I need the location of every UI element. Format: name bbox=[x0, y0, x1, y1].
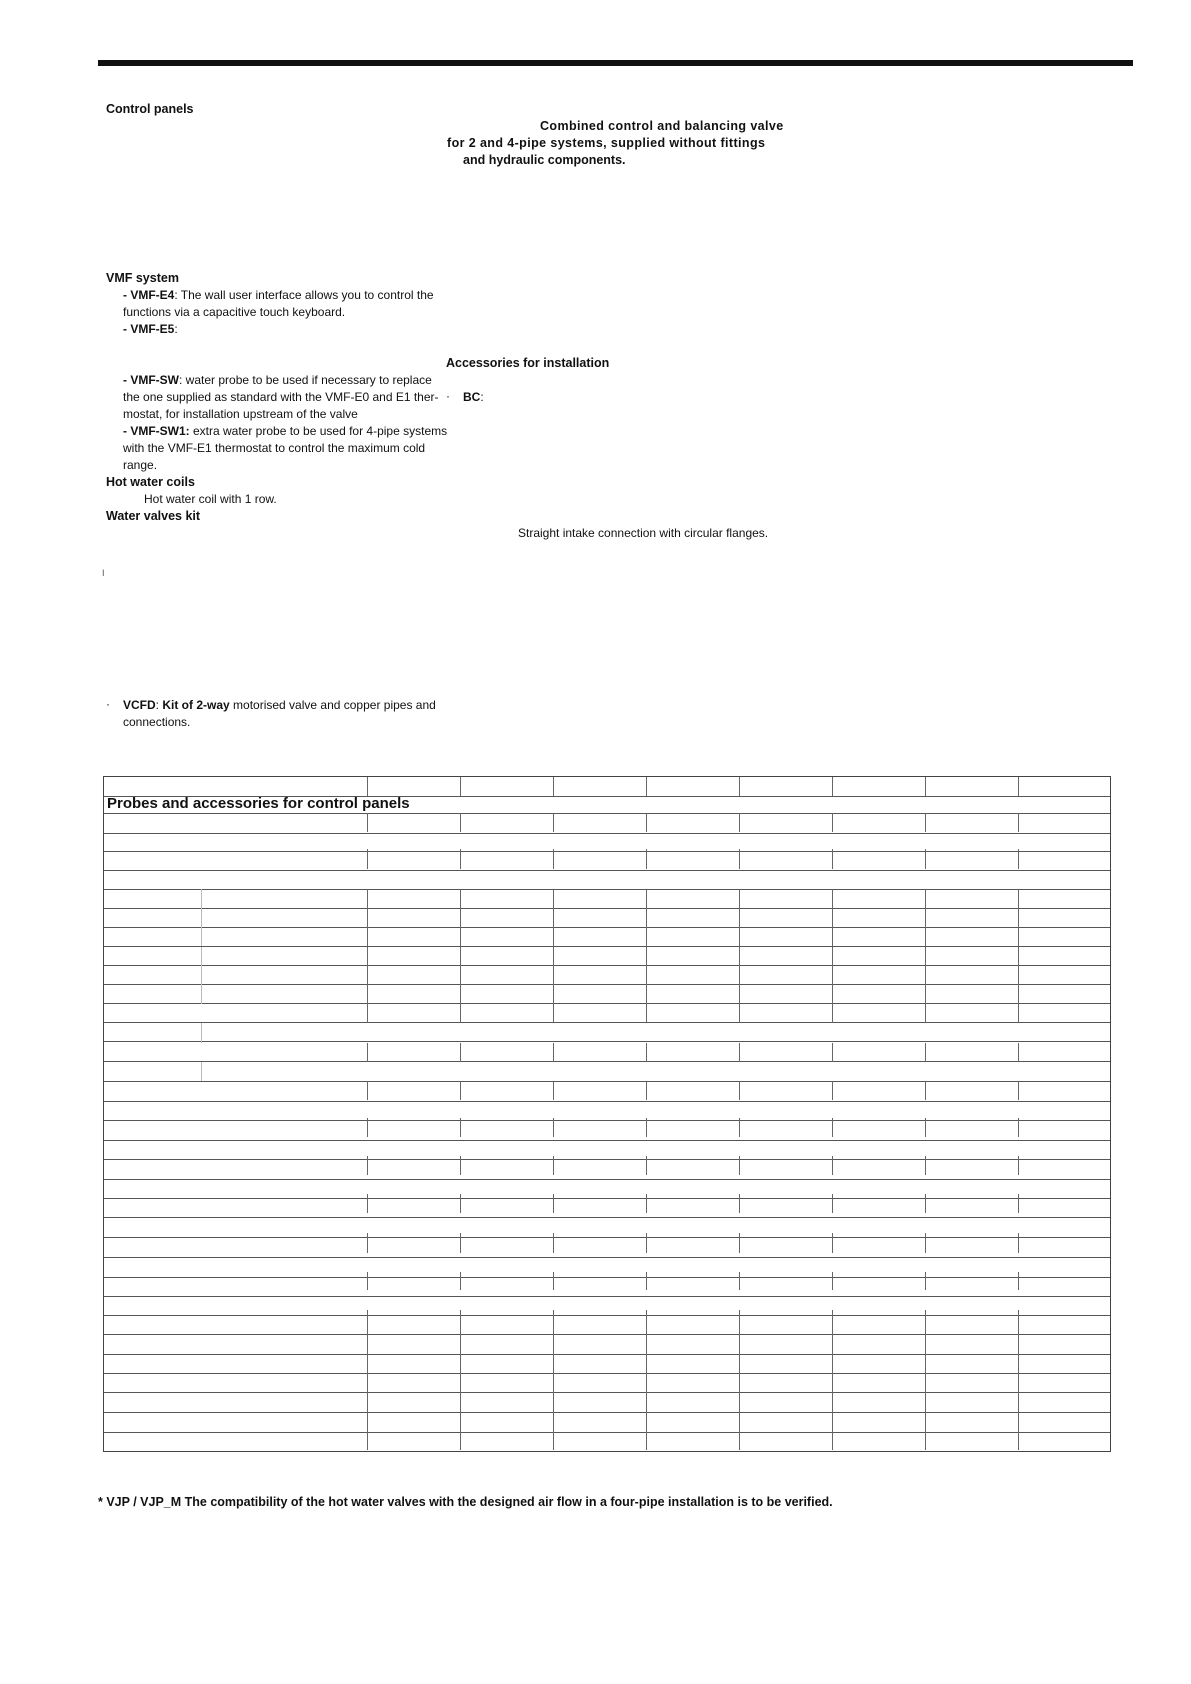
table-column-line bbox=[1018, 1043, 1019, 1062]
vmf-sw-line-2: the one supplied as standard with the VMF-E0 and E1 ther- bbox=[123, 390, 439, 404]
table-column-line bbox=[646, 947, 647, 1004]
heading-vmf-system: VMF system bbox=[106, 271, 179, 285]
table-column-line bbox=[553, 1043, 554, 1062]
table-column-line bbox=[832, 1310, 833, 1450]
table-row-line bbox=[104, 1120, 1110, 1121]
table-column-line bbox=[367, 1004, 368, 1023]
table-column-line bbox=[1018, 1156, 1019, 1175]
table-column-line bbox=[646, 1043, 647, 1062]
table-row-line bbox=[104, 833, 1110, 834]
table-row-line bbox=[104, 1217, 1110, 1218]
table-column-line bbox=[1018, 1081, 1019, 1100]
table-column-line bbox=[739, 947, 740, 1004]
table-column-line bbox=[925, 947, 926, 1004]
vcfd-line-1 bbox=[123, 697, 436, 714]
table-column-line bbox=[1018, 1272, 1019, 1290]
table-subcolumn-line bbox=[201, 1062, 202, 1081]
table-column-line bbox=[832, 1004, 833, 1023]
vmf-sw1-line-1 bbox=[123, 423, 447, 440]
vmf-sw1-line-3: range. bbox=[123, 458, 158, 472]
table-column-line bbox=[553, 1118, 554, 1137]
table-row-line bbox=[104, 1022, 1110, 1023]
vmf-e5-line bbox=[123, 321, 178, 338]
vmf-e4-text-1: : The wall user interface allows you to control the bbox=[174, 288, 434, 302]
table-column-line bbox=[1018, 947, 1019, 1004]
table-column-line bbox=[925, 1233, 926, 1253]
table-column-line bbox=[739, 1272, 740, 1290]
table-column-line bbox=[925, 777, 926, 796]
valve-line-1: Combined control and balancing valve bbox=[540, 119, 784, 133]
bc-line bbox=[463, 389, 484, 406]
table-column-line bbox=[832, 1043, 833, 1062]
table-column-line bbox=[739, 849, 740, 869]
table-column-line bbox=[553, 1310, 554, 1450]
table-row-line bbox=[104, 1277, 1110, 1278]
table-column-line bbox=[646, 1081, 647, 1100]
table-column-line bbox=[646, 1310, 647, 1450]
table-column-line bbox=[553, 1233, 554, 1253]
table-column-line bbox=[925, 889, 926, 946]
vmf-sw-line-3: mostat, for installation upstream of the valve bbox=[123, 407, 358, 421]
table-column-line bbox=[1018, 1118, 1019, 1137]
vcfd-text-1: motorised valve and copper pipes and bbox=[229, 698, 436, 712]
table-row-line bbox=[104, 1179, 1110, 1180]
table-column-line bbox=[739, 1310, 740, 1450]
table-column-line bbox=[832, 1118, 833, 1137]
table-row-line bbox=[104, 1061, 1110, 1062]
table-column-line bbox=[553, 1081, 554, 1100]
vmf-sw-line-1 bbox=[123, 372, 432, 389]
vmf-sw1-text-1: extra water probe to be used for 4-pipe systems bbox=[189, 424, 448, 438]
intake-text: Straight intake connection with circular flanges. bbox=[518, 526, 769, 540]
table-row-line bbox=[104, 1315, 1110, 1316]
table-row-line bbox=[104, 1373, 1110, 1374]
table-column-line bbox=[739, 777, 740, 796]
table-column-line bbox=[832, 889, 833, 946]
vmf-sw-code: - VMF-SW bbox=[123, 373, 179, 387]
table-row-line bbox=[104, 984, 1110, 985]
vmf-sw1-line-2: with the VMF-E1 thermostat to control the maximum cold bbox=[123, 441, 426, 455]
table-column-line bbox=[1018, 1194, 1019, 1213]
table-column-line bbox=[739, 1004, 740, 1023]
vmf-e4-line-2: functions via a capacitive touch keyboard. bbox=[123, 305, 346, 319]
table-column-line bbox=[925, 1156, 926, 1175]
table-row-line bbox=[104, 1354, 1110, 1355]
heading-hot-water-coils: Hot water coils bbox=[106, 475, 195, 489]
vcfd-code: VCFD bbox=[123, 698, 156, 712]
accessories-table bbox=[103, 776, 1111, 1452]
table-column-line bbox=[832, 947, 833, 1004]
hot-water-coil-text: Hot water coil with 1 row. bbox=[144, 492, 277, 506]
table-column-line bbox=[646, 813, 647, 832]
table-row-line bbox=[104, 1198, 1110, 1199]
vcfd-bullet: · bbox=[106, 697, 110, 711]
table-row-line bbox=[104, 1296, 1110, 1297]
table-column-line bbox=[367, 777, 368, 796]
table-column-line bbox=[1018, 777, 1019, 796]
table-row-line bbox=[104, 908, 1110, 909]
table-row-line bbox=[104, 813, 1110, 814]
table-row-line bbox=[104, 1432, 1110, 1433]
table-column-line bbox=[553, 1004, 554, 1023]
table-column-line bbox=[646, 889, 647, 946]
table-row-line bbox=[104, 889, 1110, 890]
table-column-line bbox=[739, 1156, 740, 1175]
table-column-line bbox=[832, 849, 833, 869]
table-column-line bbox=[553, 889, 554, 946]
table-column-line bbox=[925, 1272, 926, 1290]
table-column-line bbox=[367, 1156, 368, 1175]
vmf-e4-code: - VMF-E4 bbox=[123, 288, 175, 302]
table-row-line bbox=[104, 1334, 1110, 1335]
table-column-line bbox=[1018, 1004, 1019, 1023]
table-column-line bbox=[460, 813, 461, 832]
table-row-line bbox=[104, 1159, 1110, 1160]
table-column-line bbox=[460, 1081, 461, 1100]
table-column-line bbox=[925, 1310, 926, 1450]
table-row-line bbox=[104, 1101, 1110, 1102]
table-column-line bbox=[367, 947, 368, 1004]
vmf-sw-text-1: : water probe to be used if necessary to replace bbox=[179, 373, 432, 387]
table-column-line bbox=[832, 813, 833, 832]
valve-line-2: for 2 and 4-pipe systems, supplied without fittings bbox=[447, 136, 766, 150]
table-column-line bbox=[925, 1043, 926, 1062]
stray-mark: I bbox=[102, 568, 105, 578]
table-column-line bbox=[460, 1233, 461, 1253]
table-column-line bbox=[367, 1310, 368, 1450]
table-column-line bbox=[367, 1081, 368, 1100]
table-column-line bbox=[367, 889, 368, 946]
table-column-line bbox=[646, 1272, 647, 1290]
table-row-line bbox=[104, 965, 1110, 966]
vcfd-line-2: connections. bbox=[123, 715, 191, 729]
table-column-line bbox=[367, 1272, 368, 1290]
table-column-line bbox=[553, 849, 554, 869]
table-column-line bbox=[460, 947, 461, 1004]
table-row-line bbox=[104, 1257, 1110, 1258]
table-column-line bbox=[367, 813, 368, 832]
table-subcolumn-line bbox=[201, 889, 202, 946]
table-column-line bbox=[460, 1118, 461, 1137]
table-column-line bbox=[553, 813, 554, 832]
bc-text: : bbox=[480, 390, 484, 404]
table-column-line bbox=[925, 1118, 926, 1137]
vcfd-bold: Kit of 2-way bbox=[162, 698, 230, 712]
table-row-line bbox=[104, 870, 1110, 871]
table-column-line bbox=[739, 813, 740, 832]
table-column-line bbox=[832, 1194, 833, 1213]
table-column-line bbox=[460, 1310, 461, 1450]
bc-bullet: · bbox=[446, 389, 450, 403]
table-column-line bbox=[646, 1156, 647, 1175]
table-column-line bbox=[460, 889, 461, 946]
table-column-line bbox=[739, 889, 740, 946]
heading-water-valves-kit: Water valves kit bbox=[106, 509, 201, 523]
table-row-line bbox=[104, 1041, 1110, 1042]
header-rule bbox=[98, 60, 1133, 66]
table-column-line bbox=[739, 1043, 740, 1062]
table-row-line bbox=[104, 851, 1110, 852]
table-column-line bbox=[1018, 849, 1019, 869]
table-column-line bbox=[925, 813, 926, 832]
table-column-line bbox=[925, 849, 926, 869]
table-column-line bbox=[553, 1156, 554, 1175]
table-column-line bbox=[925, 1194, 926, 1213]
table-column-line bbox=[646, 849, 647, 869]
heading-control-panels: Control panels bbox=[106, 102, 194, 116]
table-column-line bbox=[739, 1118, 740, 1137]
table-column-line bbox=[646, 1233, 647, 1253]
table-column-line bbox=[646, 1004, 647, 1023]
table-column-line bbox=[832, 1081, 833, 1100]
table-row-line bbox=[104, 1392, 1110, 1393]
table-column-line bbox=[739, 1194, 740, 1213]
table-column-line bbox=[460, 849, 461, 869]
table-column-line bbox=[1018, 813, 1019, 832]
table-row-line bbox=[104, 927, 1110, 928]
table-column-line bbox=[460, 1156, 461, 1175]
valve-line-3: and hydraulic components. bbox=[463, 153, 626, 167]
table-column-line bbox=[1018, 889, 1019, 946]
table-column-line bbox=[460, 1004, 461, 1023]
bc-code: BC bbox=[463, 390, 481, 404]
table-column-line bbox=[646, 1118, 647, 1137]
table-row-line bbox=[104, 946, 1110, 947]
table-column-line bbox=[832, 1233, 833, 1253]
table-column-line bbox=[553, 1272, 554, 1290]
table-row-line bbox=[104, 1003, 1110, 1004]
table-column-line bbox=[646, 1194, 647, 1213]
table-subcolumn-line bbox=[201, 1023, 202, 1043]
table-column-line bbox=[460, 1194, 461, 1213]
table-row-line bbox=[104, 796, 1110, 797]
table-column-line bbox=[553, 1194, 554, 1213]
table-column-line bbox=[739, 1081, 740, 1100]
table-column-line bbox=[460, 1043, 461, 1062]
table-column-line bbox=[925, 1004, 926, 1023]
vmf-e5-text: : bbox=[174, 322, 178, 336]
table-column-line bbox=[739, 1233, 740, 1253]
table-row-line bbox=[104, 1237, 1110, 1238]
table-column-line bbox=[646, 777, 647, 796]
table-column-line bbox=[832, 1272, 833, 1290]
table-title: Probes and accessories for control panels bbox=[107, 795, 410, 812]
table-row-line bbox=[104, 1412, 1110, 1413]
table-column-line bbox=[1018, 1233, 1019, 1253]
table-column-line bbox=[832, 1156, 833, 1175]
vmf-sw1-code: - VMF-SW1: bbox=[123, 424, 190, 438]
table-column-line bbox=[553, 777, 554, 796]
table-column-line bbox=[553, 947, 554, 1004]
vcfd-sep: : bbox=[155, 698, 163, 712]
table-row-line bbox=[104, 1140, 1110, 1141]
vmf-e4-line-1 bbox=[123, 287, 434, 304]
vmf-e5-code: - VMF-E5 bbox=[123, 322, 175, 336]
footnote: * VJP / VJP_M The compatibility of the hot water valves with the designed air flow in a four-pipe installation is to be verified. bbox=[98, 1495, 833, 1509]
table-column-line bbox=[460, 777, 461, 796]
table-column-line bbox=[367, 1118, 368, 1137]
table-subcolumn-line bbox=[201, 947, 202, 1004]
table-column-line bbox=[367, 1233, 368, 1253]
table-row-line bbox=[104, 1081, 1110, 1082]
table-column-line bbox=[460, 1272, 461, 1290]
heading-accessories-installation: Accessories for installation bbox=[446, 356, 610, 370]
table-column-line bbox=[832, 777, 833, 796]
table-column-line bbox=[367, 1194, 368, 1213]
table-column-line bbox=[367, 1043, 368, 1062]
table-column-line bbox=[925, 1081, 926, 1100]
table-column-line bbox=[1018, 1310, 1019, 1450]
table-column-line bbox=[367, 849, 368, 869]
